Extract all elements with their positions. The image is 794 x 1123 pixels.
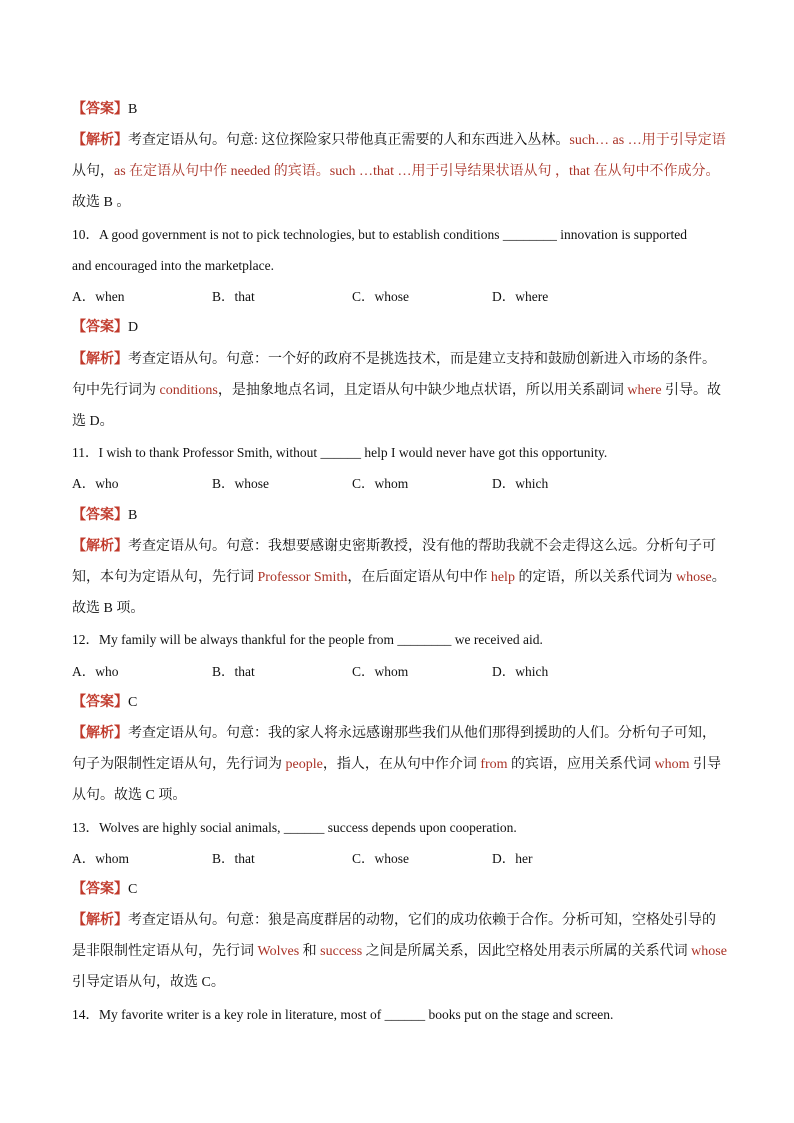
analysis-text: help bbox=[490, 570, 515, 585]
option-c: C．whose bbox=[352, 851, 409, 866]
q10-analysis-line bbox=[72, 350, 716, 370]
analysis-text: 的定语，所以关系代词为 bbox=[514, 570, 676, 585]
q11-options bbox=[72, 474, 632, 494]
q10-options bbox=[72, 287, 632, 307]
analysis-text: Professor Smith bbox=[257, 570, 348, 585]
option-b: B．that bbox=[212, 664, 255, 679]
answer-value: C bbox=[128, 695, 138, 710]
analysis-text: 知，本句为定语从句，先行词 bbox=[72, 570, 258, 585]
option-d: D．which bbox=[492, 476, 549, 491]
option-c: C．whose bbox=[352, 289, 409, 304]
analysis-text: people bbox=[285, 757, 323, 772]
analysis-text: ，是抽象地点名词，且定语从句中缺少地点状语，所以用关系副词 bbox=[217, 383, 628, 398]
answer-tag: 【答案】 bbox=[72, 508, 128, 523]
q13-analysis-line bbox=[72, 911, 716, 931]
analysis-text: 从句， bbox=[72, 164, 114, 179]
answer-value: C bbox=[128, 882, 138, 897]
analysis-text: success bbox=[320, 944, 363, 959]
answer-value: B bbox=[128, 508, 138, 523]
analysis-text: ，指人，在从句中作介词 bbox=[322, 757, 481, 772]
analysis-text: Wolves bbox=[257, 944, 300, 959]
analysis-text: 引导 bbox=[689, 757, 722, 772]
option-a: A．when bbox=[72, 289, 125, 304]
answer-value: B bbox=[128, 102, 138, 117]
analysis-text: whose bbox=[675, 570, 712, 585]
q12-analysis-line: 从句。故选 C 项。 bbox=[72, 788, 187, 803]
analysis-text: ，在后面定语从句中作 bbox=[347, 570, 491, 585]
q14-stem: 14．My favorite writer is a key role in literature, most of ______ books put on the stage and screen. bbox=[72, 1007, 614, 1022]
option-a: A．who bbox=[72, 664, 119, 679]
analysis-tag: 【解析】 bbox=[72, 913, 128, 928]
q10-stem: 10．A good government is not to pick technologies, but to establish conditions ________ innovation is supported bbox=[72, 227, 687, 242]
q12-analysis-line bbox=[72, 724, 716, 744]
analysis-text: whom bbox=[654, 757, 690, 772]
q12-analysis-line bbox=[72, 755, 721, 775]
option-c: C．whom bbox=[352, 476, 409, 491]
analysis-text: 考查定语从句。句意：狼是高度群居的动物，它们的成功依赖于合作。分析可知，空格处引导的 bbox=[128, 913, 716, 928]
q12-options bbox=[72, 662, 632, 682]
option-b: B．that bbox=[212, 851, 255, 866]
analysis-text: 句子为限制性定语从句，先行词为 bbox=[72, 757, 286, 772]
option-c: C．whom bbox=[352, 664, 409, 679]
analysis-text: 考查定语从句。句意：一个好的政府不是挑选技术，而是建立支持和鼓励创新进入市场的条件。 bbox=[128, 352, 716, 367]
q11-stem: 11．I wish to thank Professor Smith, without ______ help I would never have got this opportunity. bbox=[72, 445, 608, 460]
q11-analysis-line bbox=[72, 537, 716, 557]
analysis-text: whose bbox=[691, 944, 727, 959]
answer-tag: 【答案】 bbox=[72, 882, 128, 897]
q13-analysis-line: 引导定语从句，故选 C。 bbox=[72, 975, 225, 990]
analysis-text: 的宾语，应用关系代词 bbox=[507, 757, 655, 772]
q9-analysis-line bbox=[72, 162, 719, 182]
q9-analysis-line bbox=[72, 193, 130, 213]
option-d: D．her bbox=[492, 851, 533, 866]
analysis-text: 。 bbox=[711, 570, 726, 585]
option-a: A．who bbox=[72, 476, 119, 491]
analysis-tag: 【解析】 bbox=[72, 726, 128, 741]
q13-stem: 13．Wolves are highly social animals, ______ success depends upon cooperation. bbox=[72, 820, 517, 835]
q11-analysis-line bbox=[72, 568, 726, 588]
answer-tag: 【答案】 bbox=[72, 320, 128, 335]
q10-answer bbox=[72, 318, 138, 338]
q12-stem: 12．My family will be always thankful for the people from ________ we received aid. bbox=[72, 632, 543, 647]
q11-analysis-line: 故选 B 项。 bbox=[72, 601, 145, 616]
answer-tag: 【答案】 bbox=[72, 695, 128, 710]
analysis-text: 是非限制性定语从句，先行词 bbox=[72, 944, 258, 959]
q12-answer bbox=[72, 693, 137, 713]
analysis-text: 考查定语从句。句意：我的家人将永远感谢那些我们从他们那得到援助的人们。分析句子可知， bbox=[128, 726, 716, 741]
analysis-text: conditions bbox=[159, 383, 218, 398]
analysis-tag: 【解析】 bbox=[72, 352, 128, 367]
q13-options bbox=[72, 849, 632, 869]
analysis-text: 考查定语从句。句意：我想要感谢史密斯教授，没有他的帮助我就不会走得这么远。分析句子可 bbox=[128, 539, 716, 554]
q11-answer bbox=[72, 506, 137, 526]
q10-analysis-line: 选 D。 bbox=[72, 414, 114, 429]
analysis-text: 故选 B 。 bbox=[72, 195, 131, 210]
analysis-text: 考查定语从句。句意: 这位探险家只带他真正需要的人和东西进入丛林。 bbox=[128, 133, 570, 148]
option-b: B．that bbox=[212, 289, 255, 304]
q9-answer bbox=[72, 100, 137, 120]
q13-answer bbox=[72, 880, 137, 900]
analysis-text: where bbox=[627, 383, 662, 398]
option-a: A．whom bbox=[72, 851, 129, 866]
analysis-tag: 【解析】 bbox=[72, 133, 128, 148]
q13-analysis-line bbox=[72, 942, 727, 962]
analysis-text: such… as …用于引导定语 bbox=[569, 133, 726, 148]
option-d: D．where bbox=[492, 289, 549, 304]
analysis-text: from bbox=[480, 757, 508, 772]
analysis-text: 引导。故 bbox=[661, 383, 722, 398]
q9-analysis-line bbox=[72, 131, 726, 151]
answer-value: D bbox=[128, 320, 139, 335]
option-d: D．which bbox=[492, 664, 549, 679]
q10-analysis-line bbox=[72, 381, 721, 401]
analysis-text: 句中先行词为 bbox=[72, 383, 160, 398]
q10-stem: and encouraged into the marketplace. bbox=[72, 258, 275, 273]
analysis-text: 之间是所属关系，因此空格处用表示所属的关系代词 bbox=[362, 944, 692, 959]
analysis-text: as 在定语从句中作 needed 的宾语。such …that …用于引导结果状语从句 ，that 在从句中不作成分。 bbox=[114, 164, 720, 179]
answer-tag: 【答案】 bbox=[72, 102, 128, 117]
analysis-text: 和 bbox=[299, 944, 321, 959]
analysis-tag: 【解析】 bbox=[72, 539, 128, 554]
option-b: B．whose bbox=[212, 476, 269, 491]
